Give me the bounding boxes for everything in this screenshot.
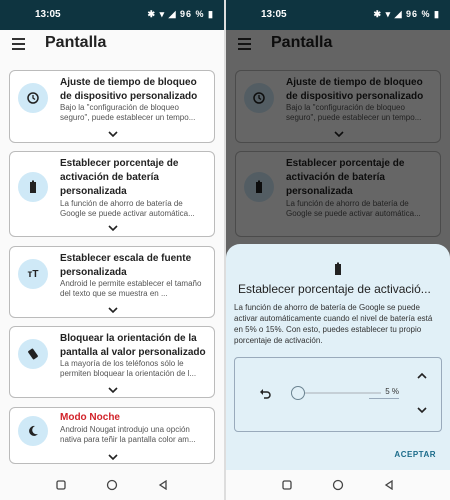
accept-button[interactable]: ACEPTAR bbox=[394, 450, 436, 459]
card-desc: Android Nougat introdujo una opción nativa para teñir la pantalla color am... bbox=[60, 425, 196, 444]
sheet-description: La función de ahorro de batería de Google se puede activar automáticamente cuando el nivel de batería está en 5% o 15%. Con esto, puedes establecer tu propio porcentaje de activación. bbox=[234, 303, 433, 345]
recents-button[interactable] bbox=[280, 478, 294, 492]
battery-icon bbox=[18, 172, 48, 202]
recents-icon bbox=[282, 480, 292, 490]
chevron-down-icon[interactable] bbox=[108, 386, 118, 394]
battery-icon bbox=[333, 262, 343, 276]
status-bar bbox=[226, 0, 450, 30]
slider-thumb[interactable] bbox=[291, 386, 305, 400]
screen-rotation-icon bbox=[18, 339, 48, 369]
status-icons: ✱ ▾ ◢ 96 % ▮ bbox=[147, 9, 214, 19]
card-title: Bloquear la orientación de la pantalla al valor personalizado bbox=[60, 333, 206, 358]
back-icon bbox=[158, 480, 168, 490]
home-icon bbox=[332, 479, 344, 491]
card-desc: La mayoría de los teléfonos sólo le permiten bloquear la orientación de l... bbox=[60, 359, 197, 378]
card-desc: La función de ahorro de batería de Google se puede activar automática... bbox=[60, 199, 195, 218]
night-mode-icon bbox=[18, 416, 48, 446]
card-font-scale[interactable] bbox=[9, 246, 215, 318]
lock-timer-icon bbox=[18, 83, 48, 113]
card-title: Establecer escala de fuente personalizada bbox=[60, 253, 192, 278]
chevron-down-icon[interactable] bbox=[108, 130, 118, 138]
recents-button[interactable] bbox=[54, 478, 68, 492]
card-desc: Bajo la "configuración de bloqueo seguro", puede establecer un tempo... bbox=[60, 103, 196, 122]
status-time: 13:05 bbox=[35, 9, 61, 20]
reset-icon[interactable] bbox=[259, 388, 271, 400]
status-icons: ✱ ▾ ◢ 96 % ▮ bbox=[373, 9, 440, 19]
chevron-down-icon[interactable] bbox=[108, 306, 118, 314]
card-title: Establecer porcentaje de activación de batería personalizada bbox=[60, 158, 179, 197]
chevron-down-icon[interactable] bbox=[108, 453, 118, 461]
chevron-up-icon[interactable] bbox=[417, 372, 427, 380]
chevron-down-icon[interactable] bbox=[417, 406, 427, 414]
phone-left bbox=[0, 0, 224, 500]
back-icon bbox=[384, 480, 394, 490]
battery-percent: 96 % bbox=[406, 9, 431, 19]
percent-value[interactable]: 5 % bbox=[369, 387, 399, 399]
system-nav-bar bbox=[0, 470, 224, 500]
battery-percent: 96 % bbox=[180, 9, 205, 19]
back-button[interactable] bbox=[156, 478, 170, 492]
home-button[interactable] bbox=[105, 478, 119, 492]
phone-right bbox=[226, 0, 450, 500]
card-title: Modo Noche bbox=[60, 412, 120, 423]
card-desc: Android le permite establecer el tamaño del texto que se muestra en ... bbox=[60, 279, 202, 298]
status-time: 13:05 bbox=[261, 9, 287, 20]
card-rotation-lock[interactable] bbox=[9, 326, 215, 398]
recents-icon bbox=[56, 480, 66, 490]
home-button[interactable] bbox=[331, 478, 345, 492]
font-size-icon: тT bbox=[18, 259, 48, 289]
status-bar bbox=[0, 0, 224, 30]
card-night-mode[interactable] bbox=[9, 407, 215, 464]
value-picker bbox=[234, 357, 442, 432]
system-nav-bar bbox=[226, 470, 450, 500]
back-button[interactable] bbox=[382, 478, 396, 492]
card-lock-timeout[interactable] bbox=[9, 70, 215, 143]
sheet-title: Establecer porcentaje de activació... bbox=[238, 282, 431, 296]
card-title: Ajuste de tiempo de bloqueo de dispositivo personalizado bbox=[60, 77, 198, 102]
menu-icon[interactable] bbox=[12, 38, 25, 48]
chevron-down-icon[interactable] bbox=[108, 224, 118, 232]
home-icon bbox=[106, 479, 118, 491]
bottom-sheet bbox=[226, 244, 450, 470]
card-battery-saver[interactable] bbox=[9, 151, 215, 237]
page-title: Pantalla bbox=[45, 34, 107, 51]
